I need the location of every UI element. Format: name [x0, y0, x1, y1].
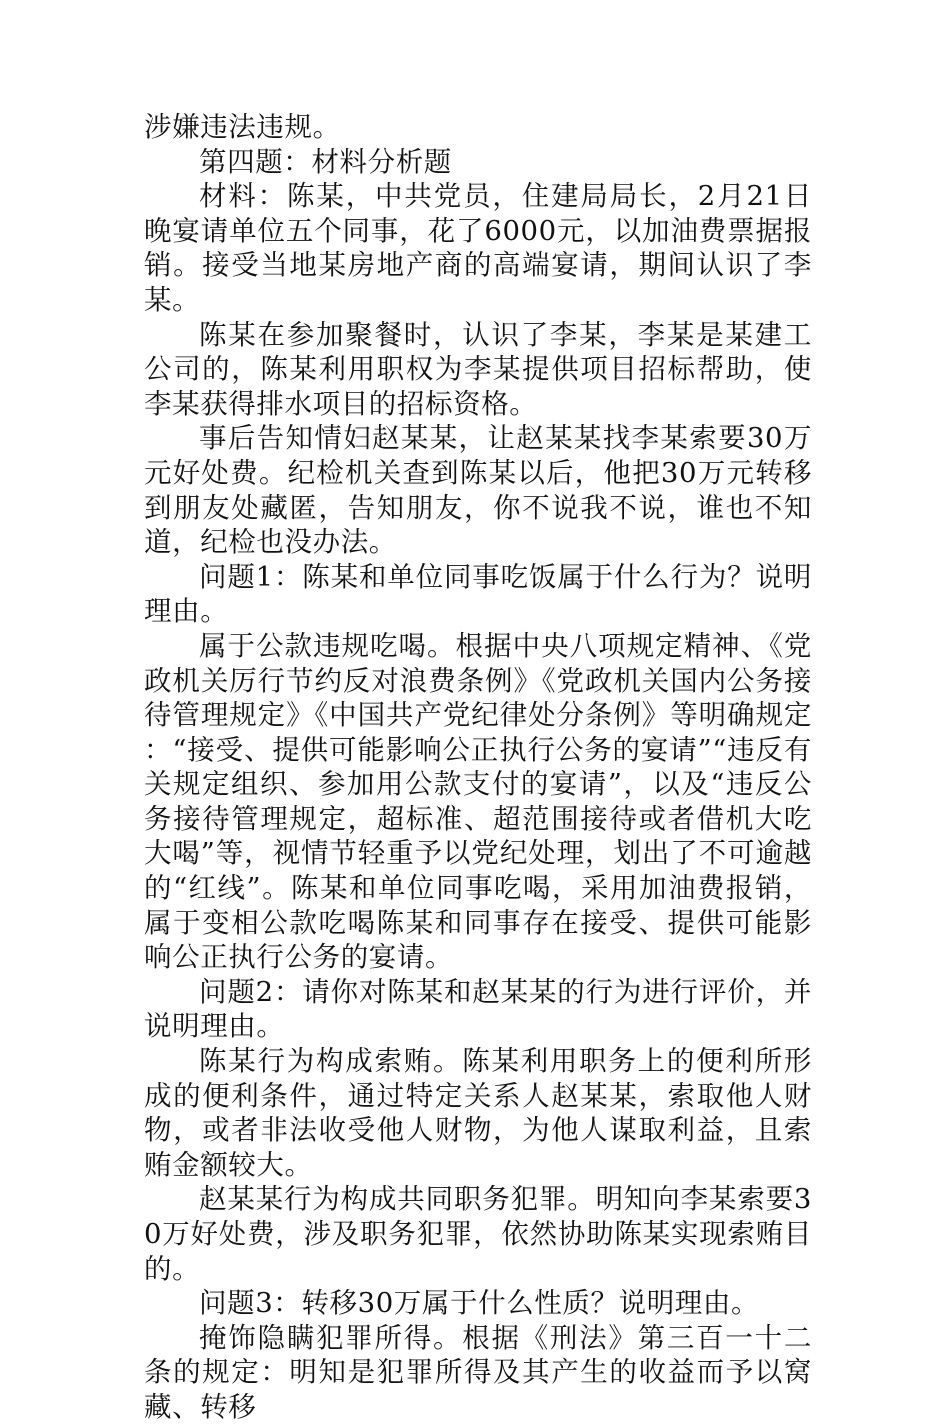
answer-3: 掩饰隐瞒犯罪所得。根据《刑法》第三百一十二条的规定：明知是犯罪所得及其产生的收益而予以窝藏、转移 [144, 1321, 812, 1423]
material-paragraph: 事后告知情妇赵某某，让赵某某找李某索要30万元好处费。纪检机关查到陈某以后，他把30万元转移到朋友处藏匿，告知朋友，你不说我不说，谁也不知道，纪检也没办法。 [144, 422, 812, 559]
question-1: 问题1：陈某和单位同事吃饭属于什么行为？说明理由。 [144, 560, 812, 628]
answer-2-part-2: 赵某某行为构成共同职务犯罪。明知向李某索要30万好处费，涉及职务犯罪，依然协助陈某实现索贿目的。 [144, 1183, 812, 1285]
question-2: 问题2：请你对陈某和赵某某的行为进行评价，并说明理由。 [144, 975, 812, 1043]
answer-1: 属于公款违规吃喝。根据中央八项规定精神、《党政机关厉行节约反对浪费条例》《党政机关国内公务接待管理规定》《中国共产党纪律处分条例》等明确规定：“接受、提供可能影响公正执行公务的宴请”“违反有关规定组织、参加用公款支付的宴请”，以及“违反公务接待管理规定，超标准、超范围接待或者借机大吃大喝”等，视情节轻重予以党纪处理，划出了不可逾越的“红线”。陈某和单位同事吃喝，采用加油费报销，属于变相公款吃喝陈某和同事存在接受、提供可能影响公正执行公务的宴请。 [144, 629, 812, 974]
material-paragraph: 材料：陈某，中共党员，住建局局长，2月21日晚宴请单位五个同事，花了6000元，以加油费票据报销。接受当地某房地产商的高端宴请，期间认识了李某。 [144, 180, 812, 316]
section-heading: 第四题：材料分析题 [199, 145, 452, 178]
material-paragraph: 陈某在参加聚餐时，认识了李某，李某是某建工公司的，陈某利用职权为李某提供项目招标帮助，使李某获得排水项目的招标资格。 [144, 318, 812, 420]
document-page [144, 110, 812, 1425]
paragraph-continuation: 涉嫌违法违规。 [144, 111, 341, 143]
answer-2-part-1: 陈某行为构成索贿。陈某利用职务上的便利所形成的便利条件，通过特定关系人赵某某，索取他人财物，或者非法收受他人财物，为他人谋取利益，且索贿金额较大。 [144, 1045, 812, 1181]
question-3: 问题3：转移30万属于什么性质？说明理由。 [199, 1287, 760, 1320]
